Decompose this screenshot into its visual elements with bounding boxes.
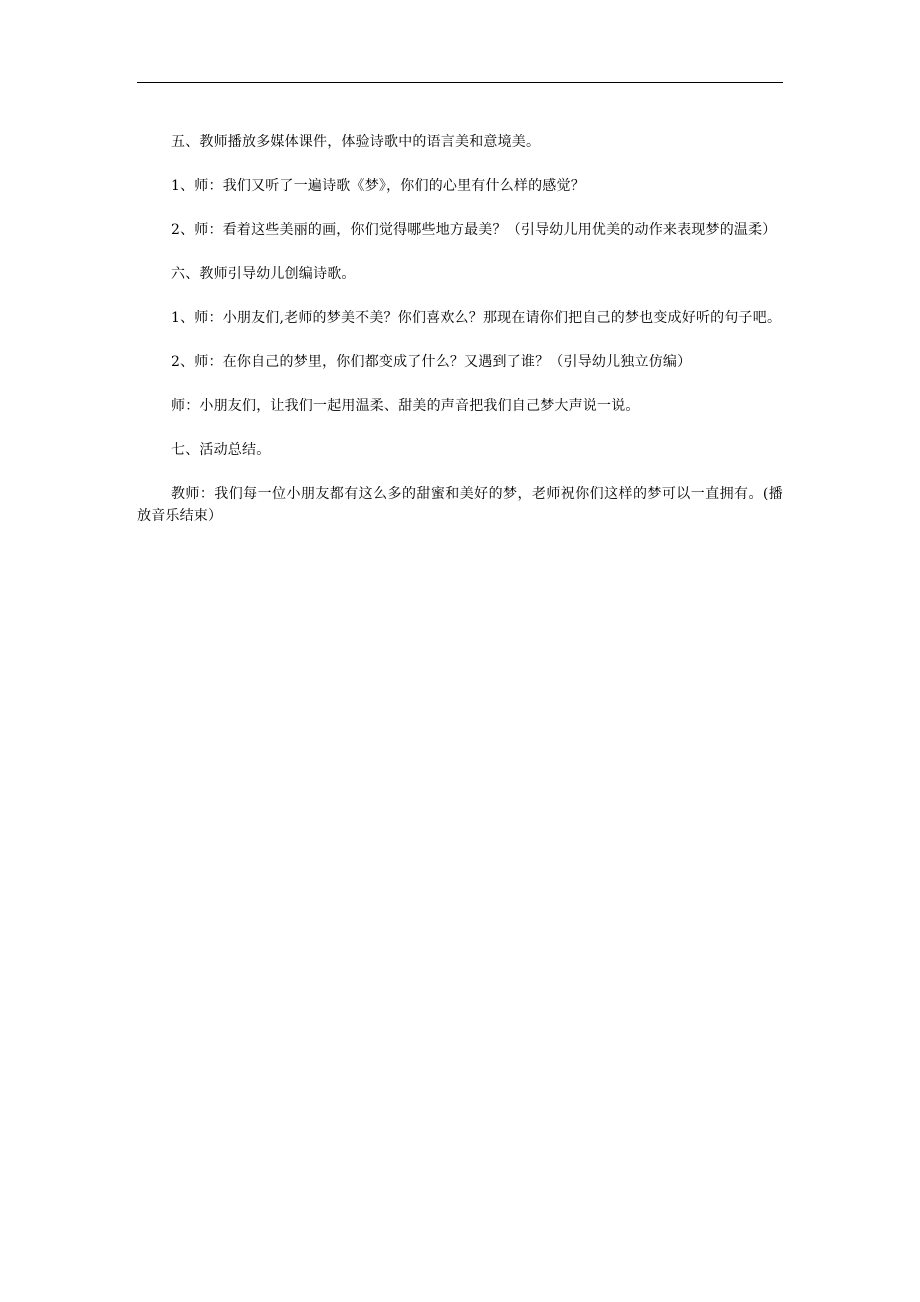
paragraph: 1、师：小朋友们,老师的梦美不美？你们喜欢么？那现在请你们把自己的梦也变成好听的句子吧。 [171,310,782,326]
paragraph: 2、师：在你自己的梦里，你们都变成了什么？又遇到了谁？（引导幼儿独立仿编） [171,354,692,370]
paragraph: 教师：我们每一位小朋友都有这么多的甜蜜和美好的梦，老师祝你们这样的梦可以一直拥有。(播放音乐结束） [137,486,783,524]
section-heading-5: 五、教师播放多媒体课件，体验诗歌中的语言美和意境美。 [171,134,541,150]
document-body [137,131,783,549]
paragraph: 师：小朋友们，让我们一起用温柔、甜美的声音把我们自己梦大声说一说。 [171,398,640,414]
paragraph: 1、师：我们又听了一遍诗歌《梦》，你们的心里有什么样的感觉？ [171,178,585,194]
header-rule [137,82,783,83]
paragraph: 2、师：看着这些美丽的画，你们觉得哪些地方最美？（引导幼儿用优美的动作来表现梦的温柔） [171,222,777,238]
section-heading-6: 六、教师引导幼儿创编诗歌。 [171,266,356,282]
section-heading-7: 七、活动总结。 [171,442,271,458]
